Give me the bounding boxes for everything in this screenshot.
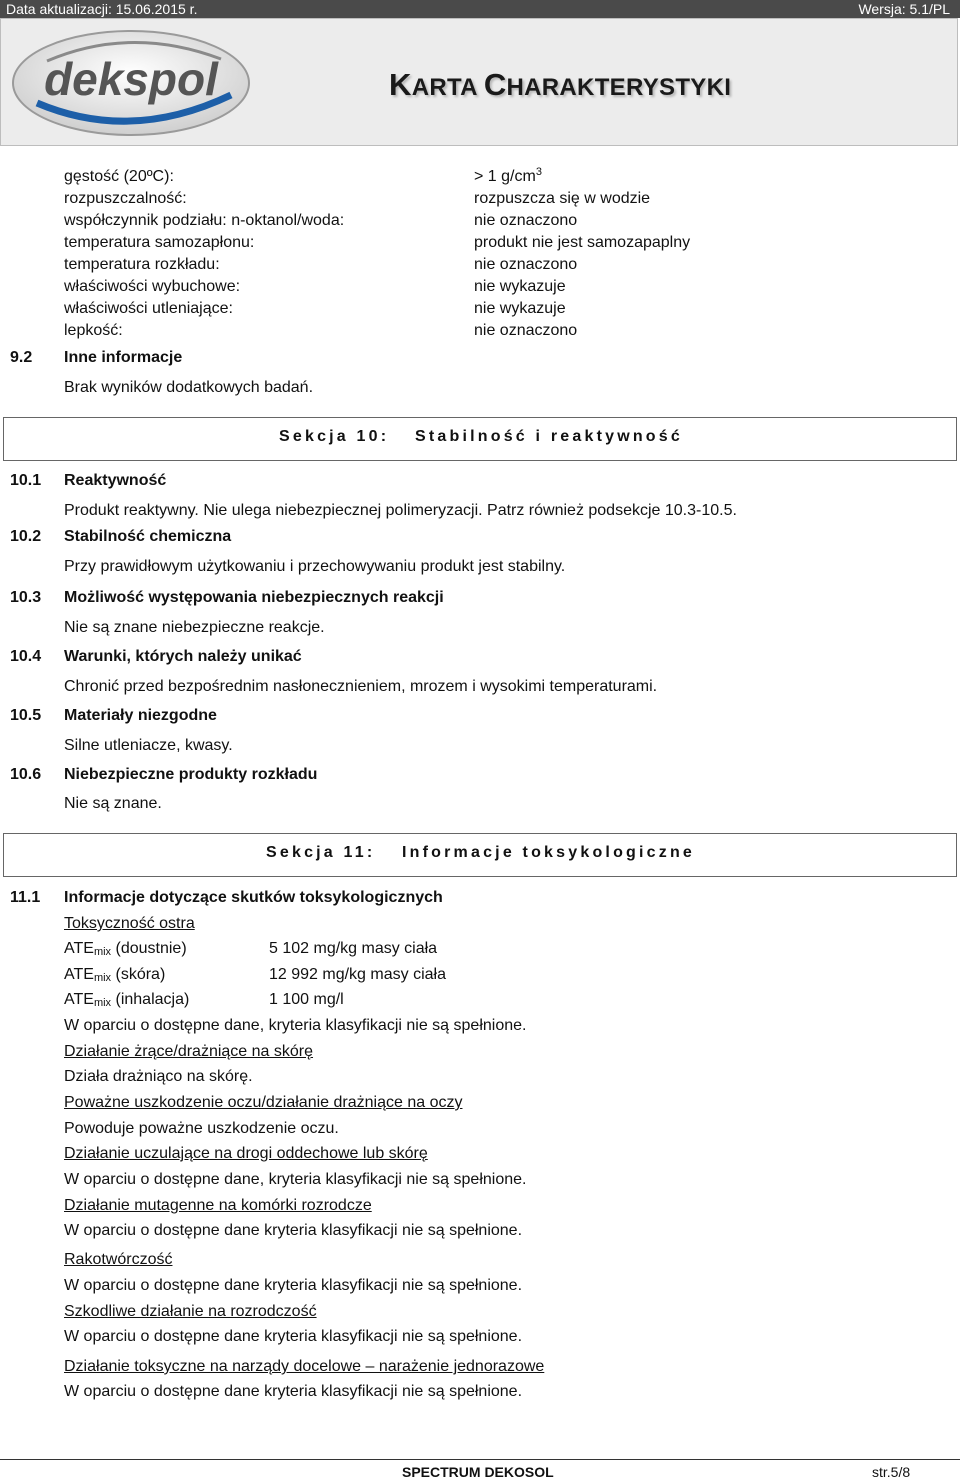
subsection-number: 10.3 [10, 589, 42, 606]
section-10-header [3, 417, 957, 461]
effect-heading: Działanie uczulające na drogi oddechowe lub skórę [64, 1145, 428, 1162]
top-info-bar [0, 0, 960, 18]
prop-label: współczynnik podziału: n-oktanol/woda: [64, 212, 345, 229]
prop-value: > 1 $g/cm^3$ [474, 166, 542, 185]
subsection-number: 10.5 [10, 707, 42, 724]
prop-label: lepkość: [64, 322, 123, 339]
prop-value: rozpuszcza się w wodzie [474, 190, 651, 207]
effect-text: W oparciu o dostępne dane kryteria klasyfikacji nie są spełnione. [64, 1328, 523, 1345]
prop-label: właściwości utleniające: [64, 300, 233, 317]
classification-note: W oparciu o dostępne dane, kryteria klasyfikacji nie są spełnione. [64, 1017, 527, 1034]
prop-label: temperatura rozkładu: [64, 256, 220, 273]
subsection-title: Materiały niezgodne [64, 707, 217, 724]
effect-text: Działa drażniąco na skórę. [64, 1068, 253, 1085]
subsection-title: Stabilność chemiczna [64, 528, 232, 545]
effect-text: W oparciu o dostępne dane kryteria klasyfikacji nie są spełnione. [64, 1277, 523, 1294]
prop-value: nie oznaczono [474, 212, 578, 229]
prop-label: temperatura samozapłonu: [64, 234, 255, 251]
version-label: Wersja: 5.1/PL [858, 1, 950, 17]
subsection-number: 10.1 [10, 472, 42, 489]
subsection-text: Przy prawidłowym użytkowaniu i przechowywaniu produkt jest stabilny. [64, 558, 566, 575]
subsection-title: Możliwość występowania niebezpiecznych reakcji [64, 589, 444, 606]
effect-heading: Działanie mutagenne na komórki rozrodcze [64, 1197, 372, 1214]
document-header [0, 18, 958, 146]
subsection-text: Nie są znane. [64, 795, 162, 812]
effect-text: Powoduje poważne uszkodzenie oczu. [64, 1120, 339, 1137]
prop-label: gęstość (20ºC): [64, 168, 174, 185]
prop-value: nie wykazuje [474, 300, 566, 317]
effect-text: W oparciu o dostępne dane, kryteria klasyfikacji nie są spełnione. [64, 1171, 527, 1188]
subsection-title: Informacje dotyczące skutków toksykologicznych [64, 889, 443, 906]
footer-divider [0, 1459, 960, 1460]
footer-page-number: str.5/8 [872, 1464, 911, 1480]
ate-value: 5 102 mg/kg masy ciała [269, 940, 438, 957]
prop-label: rozpuszczalność: [64, 190, 187, 207]
section-label: Sekcja 10: [279, 428, 390, 445]
effect-heading: Szkodliwe działanie na rozrodczość [64, 1303, 317, 1320]
subsection-title: Reaktywność [64, 472, 167, 489]
ate-value: 12 992 mg/kg masy ciała [269, 966, 446, 983]
subsection-text: Nie są znane niebezpieczne reakcje. [64, 619, 325, 636]
prop-value: nie oznaczono [474, 322, 578, 339]
subsection-number: 11.1 [10, 889, 41, 906]
prop-value: nie wykazuje [474, 278, 566, 295]
subsection-text: Brak wyników dodatkowych badań. [64, 379, 314, 396]
subsection-title: Inne informacje [64, 349, 183, 366]
update-date: Data aktualizacji: 15.06.2015 r. [6, 1, 198, 17]
subsection-number: 9.2 [10, 349, 33, 366]
ate-value: 1 100 mg/l [269, 991, 344, 1008]
footer-product: SPECTRUM DEKOSOL [402, 1464, 554, 1480]
section-11-header [3, 833, 957, 877]
subsection-text: Chronić przed bezpośrednim nasłonecznieniem, mrozem i wysokimi temperaturami. [64, 678, 658, 695]
logo-wordmark: dekspol [44, 53, 218, 105]
subsection-number: 10.2 [10, 528, 42, 545]
subsection-title: Warunki, których należy unikać [64, 648, 302, 665]
acute-toxicity-heading: Toksyczność ostra [64, 915, 195, 932]
section-label: Sekcja 11: [266, 844, 376, 861]
subsection-title: Niebezpieczne produkty rozkładu [64, 766, 318, 783]
section-title: Informacje toksykologiczne [402, 844, 696, 861]
ate-route: $ATE_{mix}$ (inhalacja) [64, 991, 190, 1009]
effect-heading: Działanie żrące/drażniące na skórę [64, 1043, 314, 1060]
prop-value: produkt nie jest samozapaplny [474, 234, 691, 251]
effect-heading: Rakotwórczość [64, 1251, 173, 1268]
effect-heading: Działanie toksyczne na narządy docelowe – narażenie jednorazowe [64, 1358, 545, 1375]
subsection-text: Produkt reaktywny. Nie ulega niebezpiecznej polimeryzacji. Patrz również podsekcje 10.3-10.5. [64, 502, 737, 519]
ate-route: $ATE_{mix}$ (skóra) [64, 966, 166, 984]
dekspol-logo [7, 25, 255, 141]
effect-text: W oparciu o dostępne dane kryteria klasyfikacji nie są spełnione. [64, 1222, 523, 1239]
section-title: Stabilność i reaktywność [415, 428, 683, 445]
effect-heading: Poważne uszkodzenie oczu/działanie drażniące na oczy [64, 1094, 463, 1111]
ate-route: $ATE_{mix}$ (doustnie) [64, 940, 187, 958]
effect-text: W oparciu o dostępne dane kryteria klasyfikacji nie są spełnione. [64, 1383, 523, 1400]
subsection-number: 10.6 [10, 766, 42, 783]
prop-value: nie oznaczono [474, 256, 578, 273]
document-title: KARTA CHARAKTERYSTYKI [389, 67, 732, 102]
subsection-number: 10.4 [10, 648, 42, 665]
prop-label: właściwości wybuchowe: [64, 278, 241, 295]
subsection-text: Silne utleniacze, kwasy. [64, 737, 233, 754]
